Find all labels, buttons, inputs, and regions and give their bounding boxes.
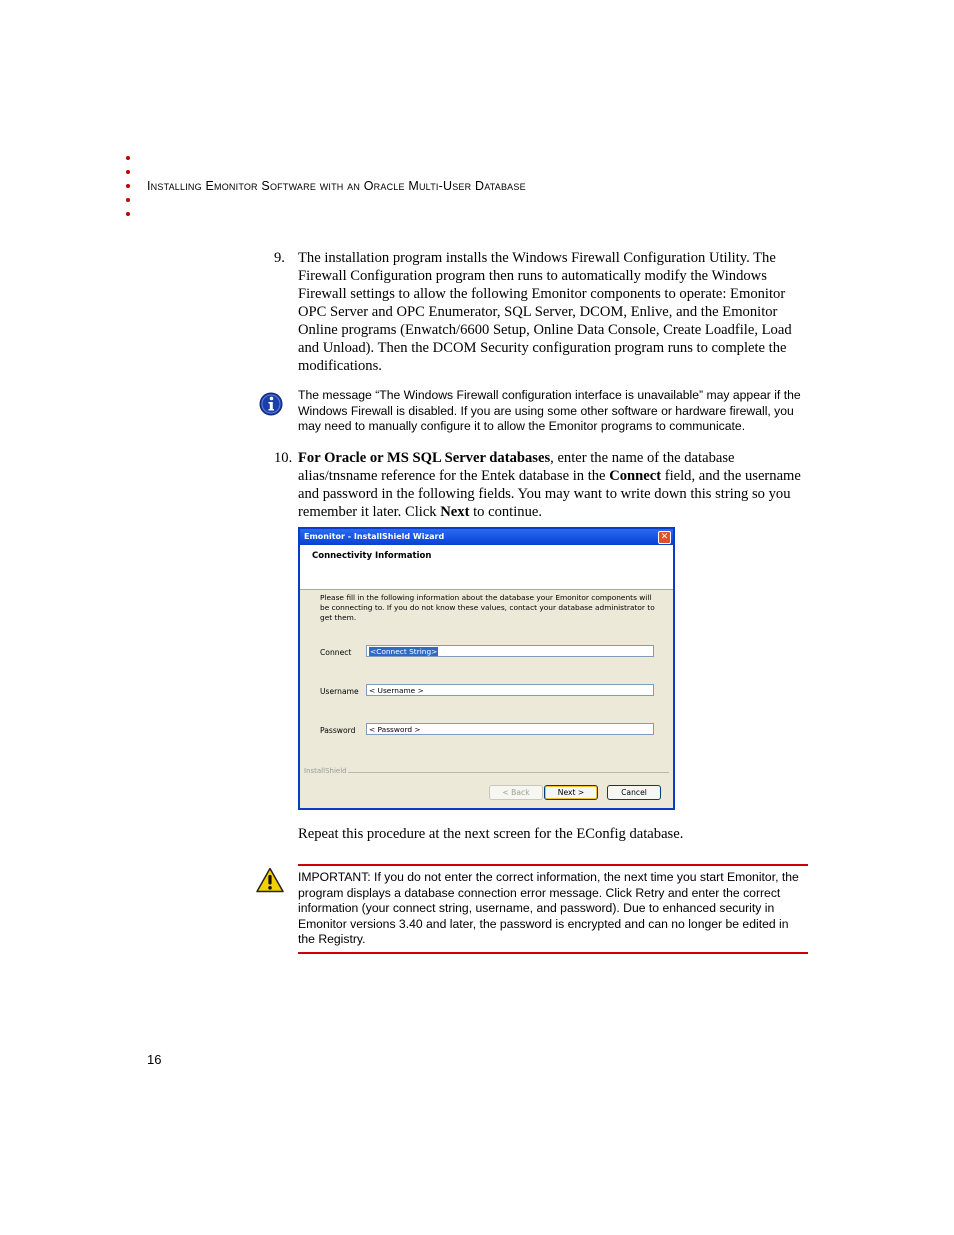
step-9 <box>274 249 810 375</box>
password-input[interactable]: < Password > <box>366 723 654 735</box>
divider <box>348 772 669 773</box>
bullet-dot <box>126 170 130 174</box>
next-button[interactable]: Next > <box>544 785 598 800</box>
installshield-brand: InstallShield <box>304 767 347 775</box>
connect-input[interactable] <box>366 645 654 657</box>
connect-value: <Connect String> <box>370 647 438 656</box>
warning-icon <box>256 867 284 893</box>
step-number: 9. <box>274 250 285 266</box>
installshield-dialog <box>298 527 675 810</box>
username-input[interactable]: < Username > <box>366 684 654 696</box>
password-label: Password <box>320 726 356 735</box>
step-bold-connect: Connect <box>609 468 662 484</box>
info-icon <box>259 392 283 416</box>
step-text: , enter the name of the database alias/tnsname reference for the Entek database in the <box>298 450 735 484</box>
bullet-dot <box>126 212 130 216</box>
back-button[interactable]: < Back <box>489 785 543 800</box>
page-number: 16 <box>147 1052 162 1067</box>
divider <box>298 952 808 954</box>
username-label: Username <box>320 687 359 696</box>
step-text: The installation program installs the Windows Firewall Configuration Utility. The Firewall Configuration program then runs to automatically modify the Windows Firewall settings to allow the following Emonitor components to operate: Emonitor OPC Server and OPC Enumerator, SQL Server, DCOM, Enlive, and the Emonitor Online programs (Enwatch/6600 Setup, Online Data Console, Create Loadfile, Load and Unload). Then the DCOM Security configuration program runs to complete the modifications. <box>298 250 792 374</box>
dialog-title: Emonitor - InstallShield Wizard <box>304 532 445 541</box>
repeat-text: Repeat this procedure at the next screen for the EConfig database. <box>298 826 684 842</box>
running-header: Installing Emonitor Software with an Oracle Multi-User Database <box>147 179 526 193</box>
dialog-description: Please fill in the following information about the database your Emonitor components will be connecting to. If you do not know these values, contact your database administrator to get them. <box>320 593 655 622</box>
cancel-button[interactable]: Cancel <box>607 785 661 800</box>
info-note: The message “The Windows Firewall configuration interface is unavailable” may appear if the Windows Firewall is disabled. If you are using some other software or hardware firewall, you may need to manually configure it to allow the Emonitor programs to communicate. <box>298 388 801 434</box>
divider <box>298 864 808 866</box>
step-text: to continue. <box>469 504 542 520</box>
dialog-banner <box>300 545 673 590</box>
important-note: IMPORTANT: If you do not enter the correct information, the next time you start Emonitor, the program displays a database connection error message. Click Retry and enter the correct information (your connect string, username, and password). Due to enhanced security in Emonitor versions 3.40 and later, the password is encrypted and can no longer be edited in the Registry. <box>298 870 799 947</box>
step-bold-lead: For Oracle or MS SQL Server databases <box>298 450 551 466</box>
step-10 <box>274 449 810 521</box>
step-number: 10. <box>274 450 293 466</box>
step-bold-next: Next <box>440 504 470 520</box>
bullet-dot <box>126 156 130 160</box>
bullet-dot <box>126 184 130 188</box>
connect-label: Connect <box>320 648 352 657</box>
bullet-dot <box>126 198 130 202</box>
banner-title: Connectivity Information <box>312 551 432 561</box>
close-icon[interactable]: ✕ <box>658 531 671 544</box>
dialog-titlebar <box>300 529 673 545</box>
step-text: field, and the username and password in the following fields. You may want to write down this string so you remember it later. Click <box>298 468 801 520</box>
